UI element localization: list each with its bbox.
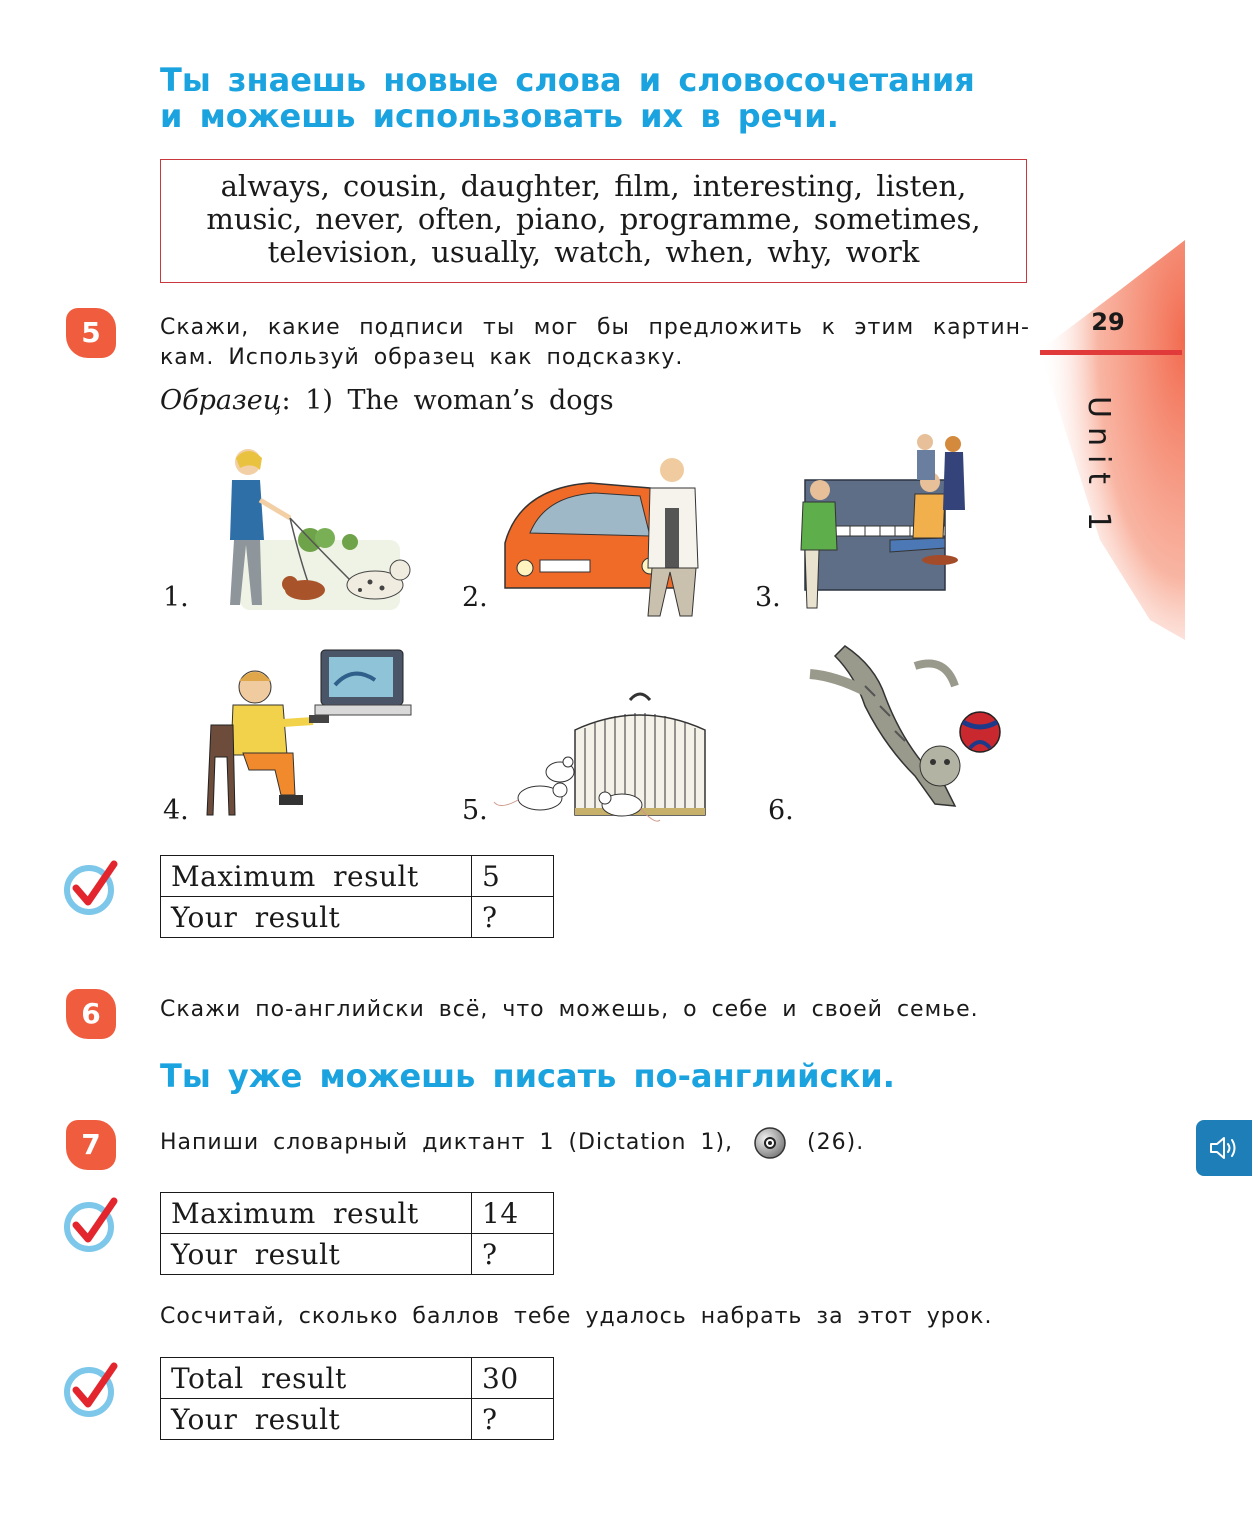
- section-heading-vocabulary: [160, 62, 975, 134]
- woman-walking-dogs-illustration: [200, 440, 435, 625]
- sample-text: : 1) The woman’s dogs: [281, 385, 614, 416]
- vocabulary-line-1: always, cousin, daughter, film, interesting, listen,: [220, 169, 967, 203]
- self-check-icon: [62, 1195, 122, 1255]
- exercise-7-track: (26).: [807, 1130, 865, 1155]
- total-result-value: 30: [472, 1358, 554, 1399]
- vocabulary-line-3: television, usually, watch, when, why, work: [267, 235, 920, 269]
- page-number: 29: [1091, 308, 1125, 336]
- unit-label-text: Unit 1: [1081, 396, 1116, 540]
- heading-line-2: и можешь использовать их в речи.: [160, 97, 839, 135]
- result-table-exercise-5: [160, 855, 554, 938]
- page-number-rule: [1040, 350, 1182, 355]
- table-row: [161, 1358, 554, 1399]
- self-check-icon: [62, 1360, 122, 1420]
- picture-number: 2.: [462, 582, 488, 613]
- sample-label: Образец: [160, 385, 282, 416]
- picture-number: 6.: [768, 795, 794, 826]
- table-row: [161, 1193, 554, 1234]
- table-row: [161, 856, 554, 897]
- max-result-value: 5: [472, 856, 554, 897]
- mice-and-cage-illustration: [490, 690, 710, 832]
- your-result-value[interactable]: ?: [472, 897, 554, 938]
- children-at-piano-illustration: [795, 430, 975, 618]
- boy-watching-tv-illustration: [203, 645, 413, 827]
- cd-disc-icon[interactable]: [753, 1126, 787, 1160]
- exercise-5-badge: 5: [66, 308, 116, 358]
- picture-number: 4.: [163, 795, 189, 826]
- cat-with-ball-illustration: [805, 636, 1005, 828]
- max-result-label: Maximum result: [161, 856, 472, 897]
- your-result-value[interactable]: ?: [472, 1399, 554, 1440]
- heading-line-1: Ты знаешь новые слова и словосочетания: [160, 61, 975, 99]
- self-check-icon: [62, 858, 122, 918]
- exercise-6-badge: 6: [66, 989, 116, 1039]
- man-with-car-illustration: [500, 448, 705, 618]
- count-points-instruction: Сосчитай, сколько баллов тебе удалось набрать за этот урок.: [160, 1304, 993, 1329]
- audio-play-button[interactable]: [1196, 1120, 1252, 1176]
- picture-number: 1.: [163, 582, 189, 613]
- table-row: [161, 897, 554, 938]
- exercise-7-instruction: [160, 1126, 1030, 1160]
- max-result-label: Maximum result: [161, 1193, 472, 1234]
- exercise-6-instruction: Скажи по-английски всё, что можешь, о себе и своей семье.: [160, 997, 979, 1022]
- table-row: [161, 1399, 554, 1440]
- max-result-value: 14: [472, 1193, 554, 1234]
- speaker-icon: [1208, 1134, 1240, 1162]
- picture-number: 5.: [462, 795, 488, 826]
- vocabulary-box: [160, 159, 1027, 283]
- your-result-label: Your result: [161, 1399, 472, 1440]
- your-result-value[interactable]: ?: [472, 1234, 554, 1275]
- vocabulary-line-2: music, never, often, piano, programme, sometimes,: [206, 202, 981, 236]
- your-result-label: Your result: [161, 1234, 472, 1275]
- total-result-label: Total result: [161, 1358, 472, 1399]
- your-result-label: Your result: [161, 897, 472, 938]
- table-row: [161, 1234, 554, 1275]
- picture-number: 3.: [755, 582, 781, 613]
- exercise-5-instruction: Скажи, какие подписи ты мог бы предложить к этим картин-кам. Используй образец как подсказку.: [160, 315, 1030, 370]
- result-table-exercise-7: [160, 1192, 554, 1275]
- sample-line: [160, 385, 614, 416]
- section-heading-writing: Ты уже можешь писать по-английски.: [160, 1057, 895, 1095]
- exercise-7-badge: 7: [66, 1120, 116, 1170]
- unit-label: [1082, 396, 1122, 556]
- result-table-total: [160, 1357, 554, 1440]
- exercise-7-text: Напиши словарный диктант 1 (Dictation 1),: [160, 1130, 734, 1155]
